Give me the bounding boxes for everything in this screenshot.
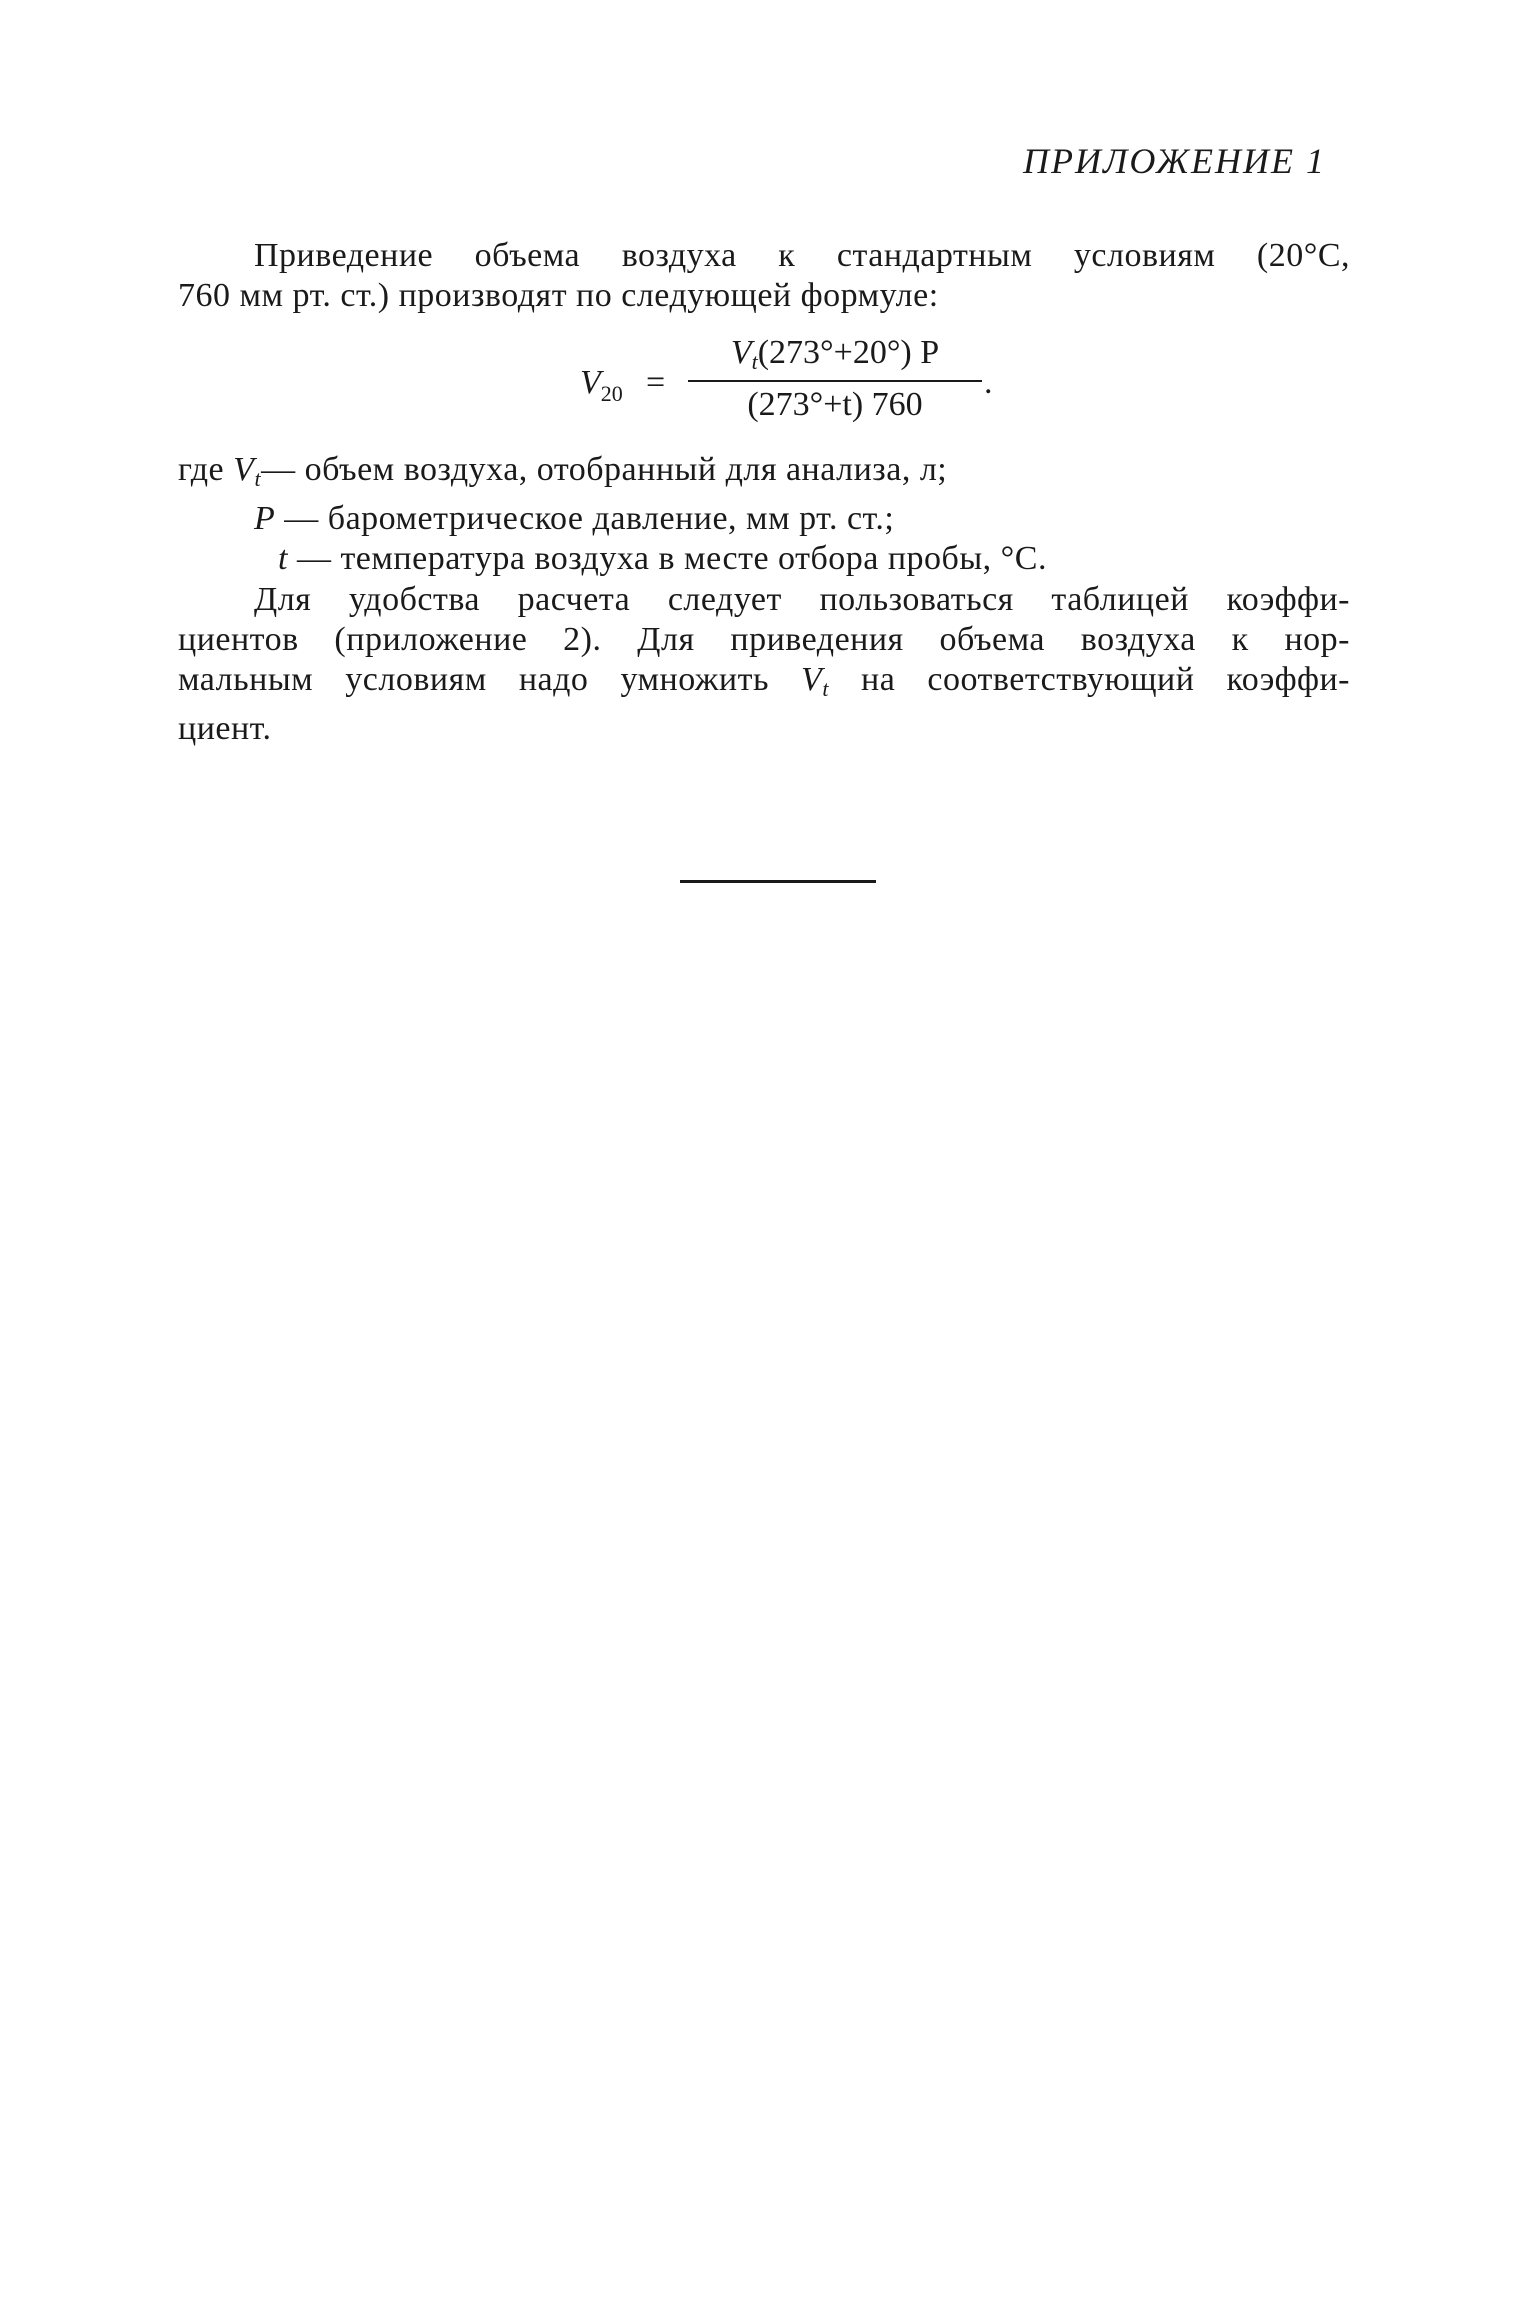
intro-paragraph	[178, 236, 1350, 316]
formula-lhs-symbol: V	[580, 364, 601, 401]
formula-numerator-subscript: t	[751, 349, 758, 374]
usage-paragraph	[178, 580, 1350, 749]
usage-line-2: циентов (приложение 2). Для приведения объема воздуха к нор-	[178, 621, 1350, 658]
usage-subscript-vt: t	[822, 676, 829, 701]
formula-numerator-symbol: V	[730, 334, 752, 371]
appendix-heading: ПРИЛОЖЕНИЕ 1	[1023, 141, 1326, 181]
formula-v20	[580, 334, 1000, 444]
definition-text-p: — барометрическое давление, мм рт. ст.;	[275, 500, 895, 537]
intro-line-2: 760 мм рт. ст.) производят по следующей формуле:	[178, 277, 939, 314]
definition-symbol-vt: V	[233, 451, 255, 488]
definition-text-vt: — объем воздуха, отобранный для анализа, л;	[261, 451, 948, 488]
formula-equals: =	[646, 364, 666, 401]
fraction-bar	[688, 380, 982, 382]
usage-line-4: циент.	[178, 710, 272, 747]
formula-numerator-rest: (273°+20°) P	[757, 334, 940, 371]
intro-line-1: Приведение объема воздуха к стандартным условиям (20°С,	[254, 237, 1350, 274]
usage-line-1: Для удобства расчета следует пользоваться таблицей коэффи-	[254, 581, 1350, 618]
usage-line-3-after: на соответствующий коэффи-	[828, 661, 1350, 698]
definition-subscript-vt: t	[254, 466, 262, 491]
formula-numerator	[690, 334, 980, 375]
formula-lhs	[580, 364, 623, 407]
end-divider	[680, 880, 876, 883]
usage-line-3	[178, 660, 1350, 709]
definition-text-t: — температура воздуха в месте отбора пробы, °С.	[287, 540, 1047, 577]
formula-lhs-subscript: 20	[600, 380, 623, 406]
definition-item-p	[178, 499, 1278, 539]
definition-item-t	[178, 539, 1278, 579]
usage-line-3-before: мальным условиям надо умножить	[178, 661, 802, 698]
formula-trailing-dot: .	[984, 364, 993, 401]
definition-symbol-p: P	[254, 500, 276, 537]
definition-symbol-t: t	[278, 540, 288, 577]
definitions-lead: где	[178, 451, 225, 488]
definition-item-vt	[178, 450, 1278, 499]
usage-symbol-vt: V	[801, 661, 823, 698]
definitions-list	[178, 450, 1278, 579]
formula-denominator: (273°+t) 760	[747, 386, 923, 423]
